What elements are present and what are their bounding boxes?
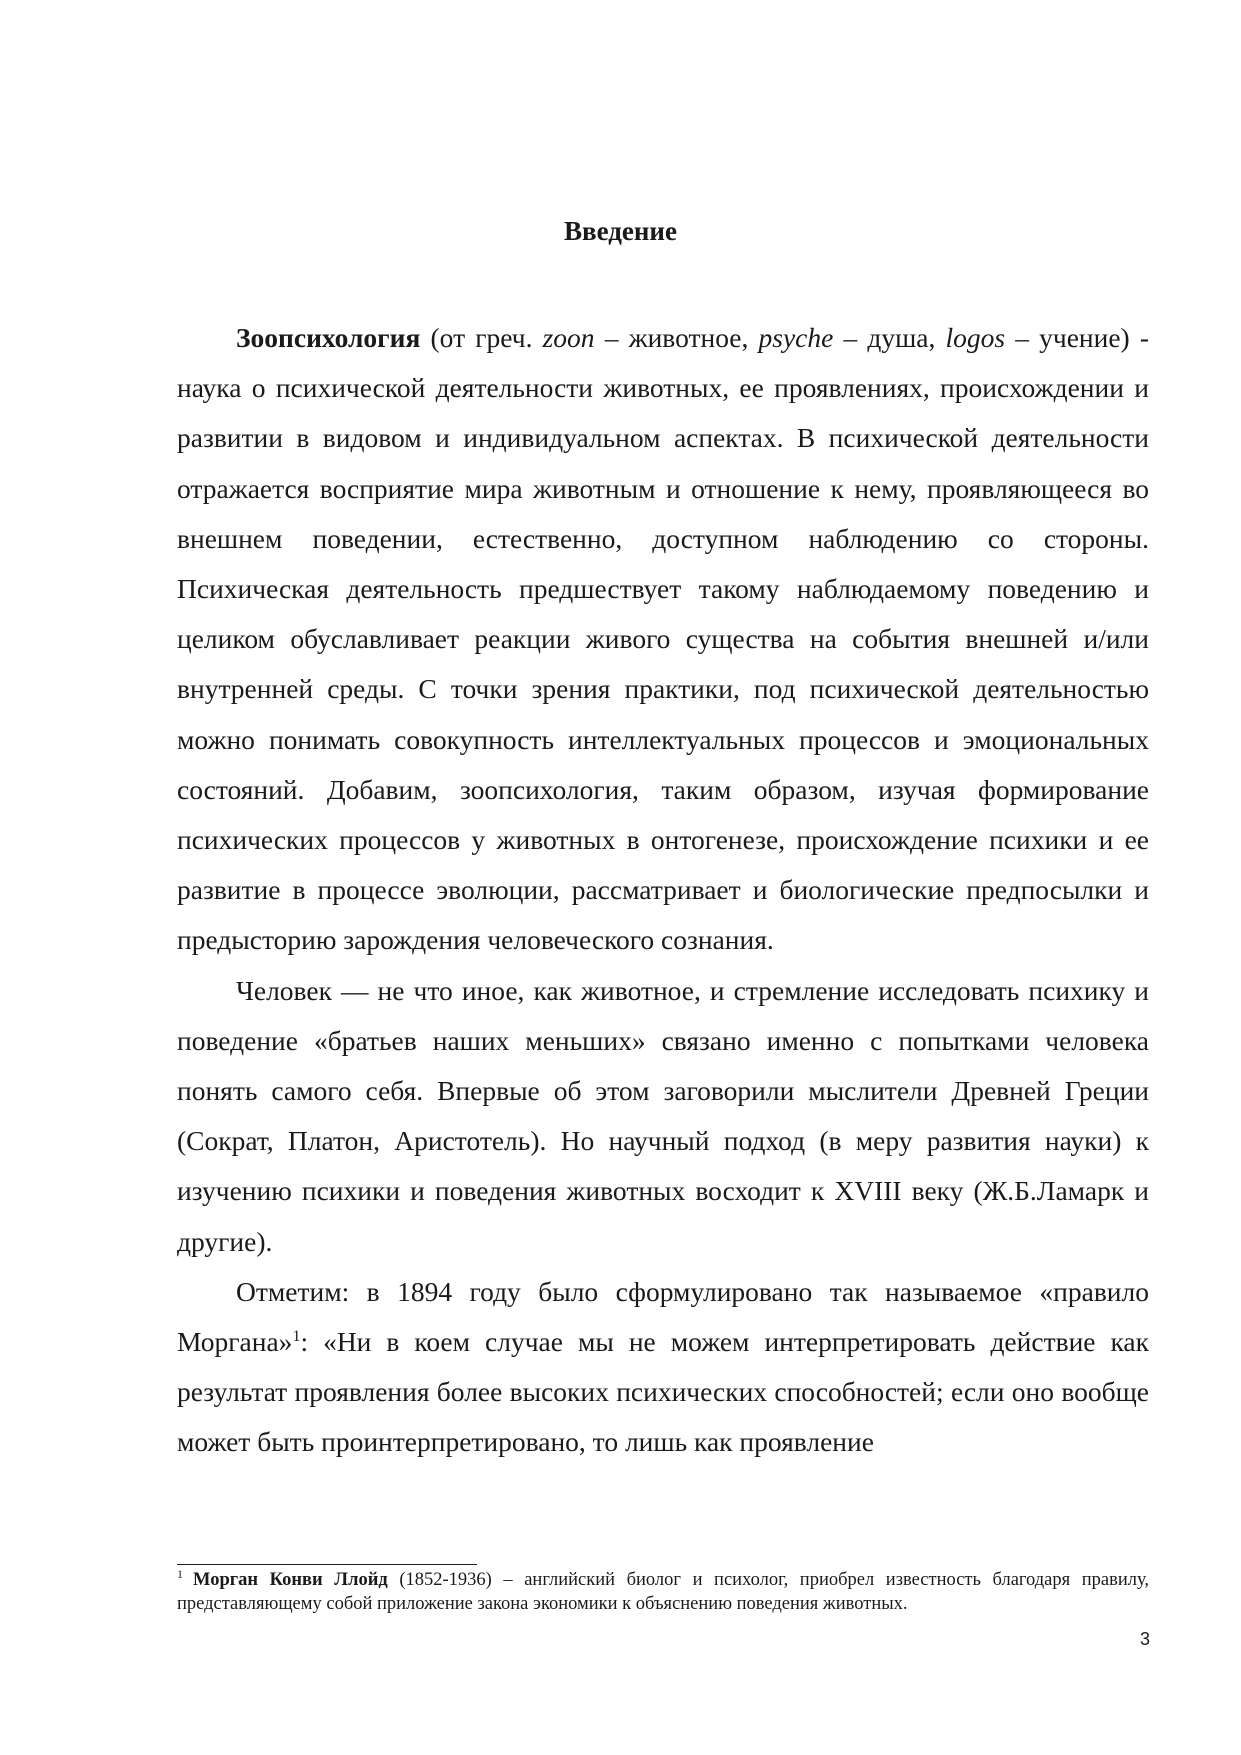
footnote xyxy=(177,1568,1149,1616)
greek-word-logos: logos xyxy=(945,322,1006,353)
etymology-text-b: – животное, xyxy=(594,322,759,353)
etymology-text-c: – душа, xyxy=(833,322,946,353)
footnote-divider xyxy=(177,1564,477,1565)
footnote-person-name: Морган Конви Ллойд xyxy=(193,1570,388,1590)
footnote-mark: 1 xyxy=(177,1566,183,1581)
term-zoopsychology: Зоопсихология xyxy=(236,322,421,353)
paragraph-human: Человек — не что иное, как животное, и стремление исследовать психику и поведение «братьев наших меньших» связано именно с попытками человека понять самого себя. Впервые об этом заговорили мыслители Древней Греции (Сократ, Платон, Аристотель). Но научный подход (в меру развития науки) к изучению психики и поведения животных восходит к XVIII веку (Ж.Б.Ламарк и другие). xyxy=(177,974,1149,1257)
etymology-text-a: (от греч. xyxy=(420,322,543,353)
footnote-text: (1852-1936) – английский биолог и психолог, приобрел известность благодаря правилу, представляющему собой приложение закона экономики к объяснению поведения животных. xyxy=(177,1570,1149,1614)
page-title: Введение xyxy=(564,216,677,246)
paragraph-intro-body: – учение) - наука о психической деятельности животных, ее проявлениях, происхождении и развитии в видовом и индивидуальном аспектах. В психической деятельности отражается восприятие мира животным и отношение к нему, проявляющееся во внешнем поведении, естественно, доступном наблюдению со стороны. Психическая деятельность предшествует такому наблюдаемому поведению и целиком обуславливает реакции живого существа на события внешней и/или внутренней среды. С точки зрения практики, под психической деятельностью можно понимать совокупность интеллектуальных процессов и эмоциональных состояний. Добавим, зоопсихология, таким образом, изучая формирование психических процессов у животных в онтогенезе, происхождение психики и ее развитие в процессе эволюции, рассматривает и биологические предпосылки и предысторию зарождения человеческого сознания. xyxy=(177,322,1149,956)
main-text xyxy=(177,313,1149,1468)
greek-word-psyche: psyche xyxy=(758,322,834,353)
paragraph-intro xyxy=(177,313,1149,966)
greek-word-zoon: zoon xyxy=(542,322,595,353)
page-number: 3 xyxy=(1139,1629,1150,1649)
paragraph-morgan-text-a: Отметим: в 1894 году было сформулировано так называемое «правило Моргана» xyxy=(177,1275,1149,1358)
paragraph-morgan-text-b: : «Ни в коем случае мы не можем интерпретировать действие как результат проявления более высоких психических способностей; если оно вообще может быть проинтерпретировано, то лишь как проявление xyxy=(177,1326,1149,1458)
paragraph-morgan xyxy=(177,1267,1149,1468)
footnote-reference[interactable]: 1 xyxy=(292,1327,301,1345)
